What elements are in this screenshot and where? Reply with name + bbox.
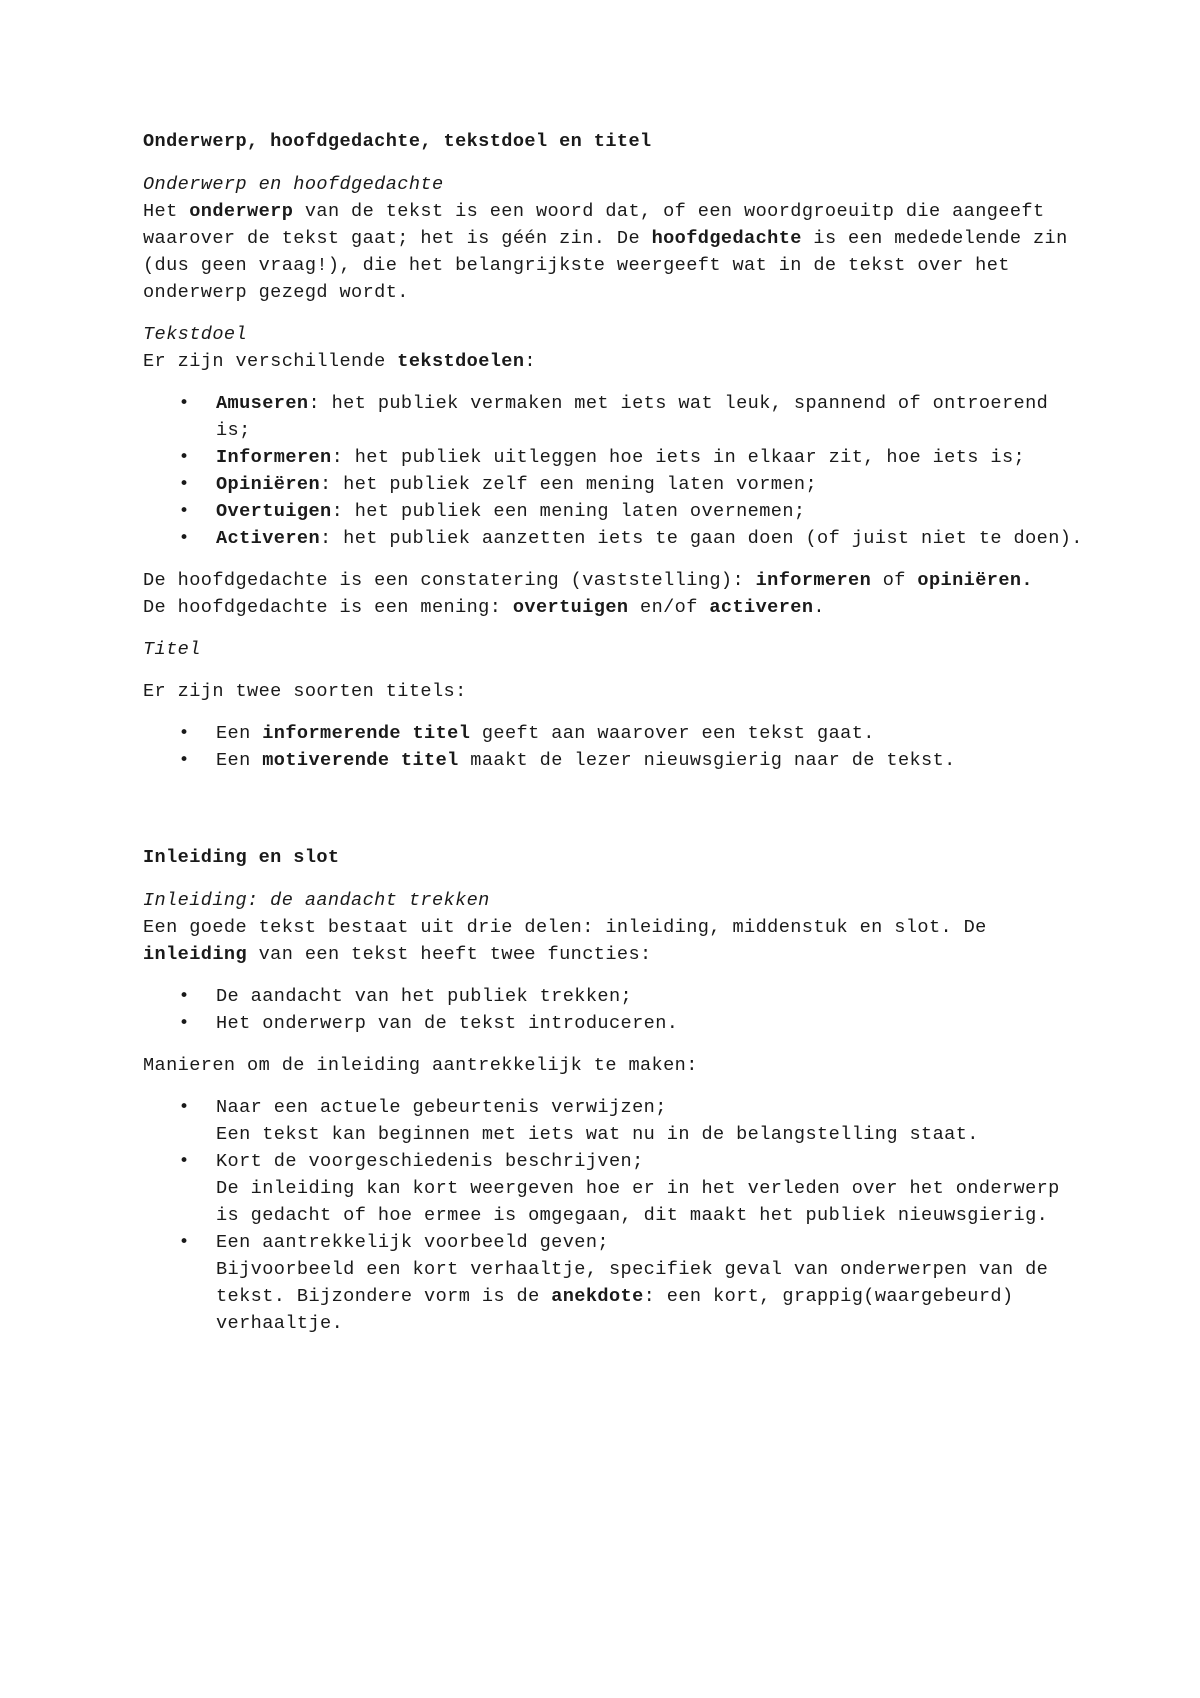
- list-item: [179, 390, 1083, 444]
- text-run: van een tekst heeft twee functies:: [247, 944, 652, 965]
- functies-list: [143, 983, 1083, 1037]
- bold-term-tekstdoelen: tekstdoelen: [397, 351, 525, 372]
- paragraph-mening: [143, 594, 1083, 621]
- text-run: Bijvoorbeeld een kort verhaaltje, specifiek geval van onderwerpen van de tekst. Bijzondere vorm is de: [216, 1259, 1049, 1307]
- paragraph-tekstdoelen-intro: [143, 348, 1083, 375]
- text-run: Een aantrekkelijk voorbeeld geven;: [216, 1232, 609, 1253]
- text-run: : een kort, grappig(waargebeurd) verhaaltje.: [216, 1286, 1014, 1334]
- bold-term-onderwerp: onderwerp: [189, 201, 294, 222]
- section-heading-inleiding: Inleiding en slot: [143, 847, 340, 868]
- text-run: De inleiding kan kort weergeven hoe er in het verleden over het onderwerp is gedacht of hoe ermee is omgegaan, dit maakt het publiek nieuwsgierig.: [216, 1178, 1060, 1226]
- bullet-icon: •: [179, 750, 190, 770]
- text-run: Het onderwerp van de tekst introduceren.: [216, 1013, 679, 1034]
- text-run: Het: [143, 201, 190, 222]
- bold-term-anekdote: anekdote: [551, 1286, 644, 1307]
- bold-term: activeren: [709, 597, 814, 618]
- bullet-icon: •: [179, 474, 190, 494]
- text-run: Kort de voorgeschiedenis beschrijven;: [216, 1151, 644, 1172]
- subheading-onderwerp-hoofdgedachte: Onderwerp en hoofdgedachte: [143, 174, 444, 195]
- list-item: [179, 983, 1083, 1010]
- text-run: van de tekst is een woord dat, of een woordgroeuitp die aangeeft waarover de tekst gaat; het is géén zin. De: [143, 201, 1045, 249]
- paragraph-titels-intro: Er zijn twee soorten titels:: [143, 681, 467, 702]
- manieren-list: [143, 1094, 1083, 1337]
- text-run: Een: [216, 750, 263, 771]
- bullet-icon: •: [179, 1151, 190, 1171]
- text-run: De aandacht van het publiek trekken;: [216, 986, 633, 1007]
- bullet-icon: •: [179, 1097, 190, 1117]
- document-page: [143, 128, 1083, 1337]
- text-run: .: [813, 597, 825, 618]
- bold-term: Amuseren: [216, 393, 309, 414]
- text-run: De hoofdgedachte is een mening:: [143, 597, 513, 618]
- text-run: : het publiek een mening laten overnemen;: [331, 501, 806, 522]
- text-run: : het publiek uitleggen hoe iets in elkaar zit, hoe iets is;: [331, 447, 1026, 468]
- text-run: : het publiek vermaken met iets wat leuk, spannend of ontroerend is;: [216, 393, 1049, 441]
- text-run: : het publiek aanzetten iets te gaan doen (of juist niet te doen).: [320, 528, 1083, 549]
- bold-term: motiverende titel: [262, 750, 459, 771]
- bold-term: Overtuigen: [216, 501, 332, 522]
- text-run: De hoofdgedachte is een constatering (vaststelling):: [143, 570, 756, 591]
- list-item: [179, 471, 1083, 498]
- titels-list: [143, 720, 1083, 774]
- list-item: [179, 1148, 1083, 1229]
- bullet-icon: •: [179, 501, 190, 521]
- subheading-tekstdoel: Tekstdoel: [143, 324, 248, 345]
- list-item: [179, 1010, 1083, 1037]
- paragraph-constatering: [143, 567, 1083, 594]
- text-run: Naar een actuele gebeurtenis verwijzen;: [216, 1097, 667, 1118]
- bold-term-hoofdgedachte: hoofdgedachte: [651, 228, 802, 249]
- bullet-icon: •: [179, 528, 190, 548]
- bullet-icon: •: [179, 1013, 190, 1033]
- bold-term: Informeren: [216, 447, 332, 468]
- list-item: [179, 498, 1083, 525]
- list-item: [179, 525, 1083, 552]
- bullet-icon: •: [179, 723, 190, 743]
- bold-term: Activeren: [216, 528, 321, 549]
- text-run: :: [524, 351, 536, 372]
- subheading-inleiding: Inleiding: de aandacht trekken: [143, 890, 490, 911]
- bold-term: Opiniëren: [216, 474, 321, 495]
- bold-term: informeren: [755, 570, 872, 591]
- text-run: is een mededelende zin (dus geen vraag!), die het belangrijkste weergeeft wat in de tekst over het onderwerp gezegd wordt.: [143, 228, 1068, 303]
- list-item: [179, 1094, 1083, 1148]
- list-item: [179, 1229, 1083, 1337]
- text-run: en/of: [628, 597, 710, 618]
- bullet-icon: •: [179, 393, 190, 413]
- paragraph-onderwerp: [143, 198, 1083, 306]
- text-run: Een: [216, 723, 263, 744]
- text-run: geeft aan waarover een tekst gaat.: [470, 723, 875, 744]
- section-heading-onderwerp: Onderwerp, hoofdgedachte, tekstdoel en titel: [143, 131, 652, 152]
- bullet-icon: •: [179, 1232, 190, 1252]
- bold-term-inleiding: inleiding: [143, 944, 248, 965]
- tekstdoelen-list: [143, 390, 1083, 552]
- list-item: [179, 747, 1083, 774]
- text-run: maakt de lezer nieuwsgierig naar de tekst.: [458, 750, 956, 771]
- text-run: Een goede tekst bestaat uit drie delen: inleiding, middenstuk en slot. De: [143, 917, 987, 938]
- text-run: of: [871, 570, 918, 591]
- list-item: [179, 720, 1083, 747]
- paragraph-manieren-intro: Manieren om de inleiding aantrekkelijk te maken:: [143, 1055, 698, 1076]
- bold-term: informerende titel: [262, 723, 471, 744]
- paragraph-inleiding: [143, 914, 1083, 968]
- list-item: [179, 444, 1083, 471]
- bullet-icon: •: [179, 986, 190, 1006]
- text-run: Er zijn verschillende: [143, 351, 398, 372]
- subheading-titel: Titel: [143, 639, 201, 660]
- bullet-icon: •: [179, 447, 190, 467]
- bold-term: overtuigen: [512, 597, 629, 618]
- text-run: Een tekst kan beginnen met iets wat nu in de belangstelling staat.: [216, 1124, 979, 1145]
- text-run: : het publiek zelf een mening laten vormen;: [320, 474, 818, 495]
- bold-term: opiniëren.: [917, 570, 1033, 591]
